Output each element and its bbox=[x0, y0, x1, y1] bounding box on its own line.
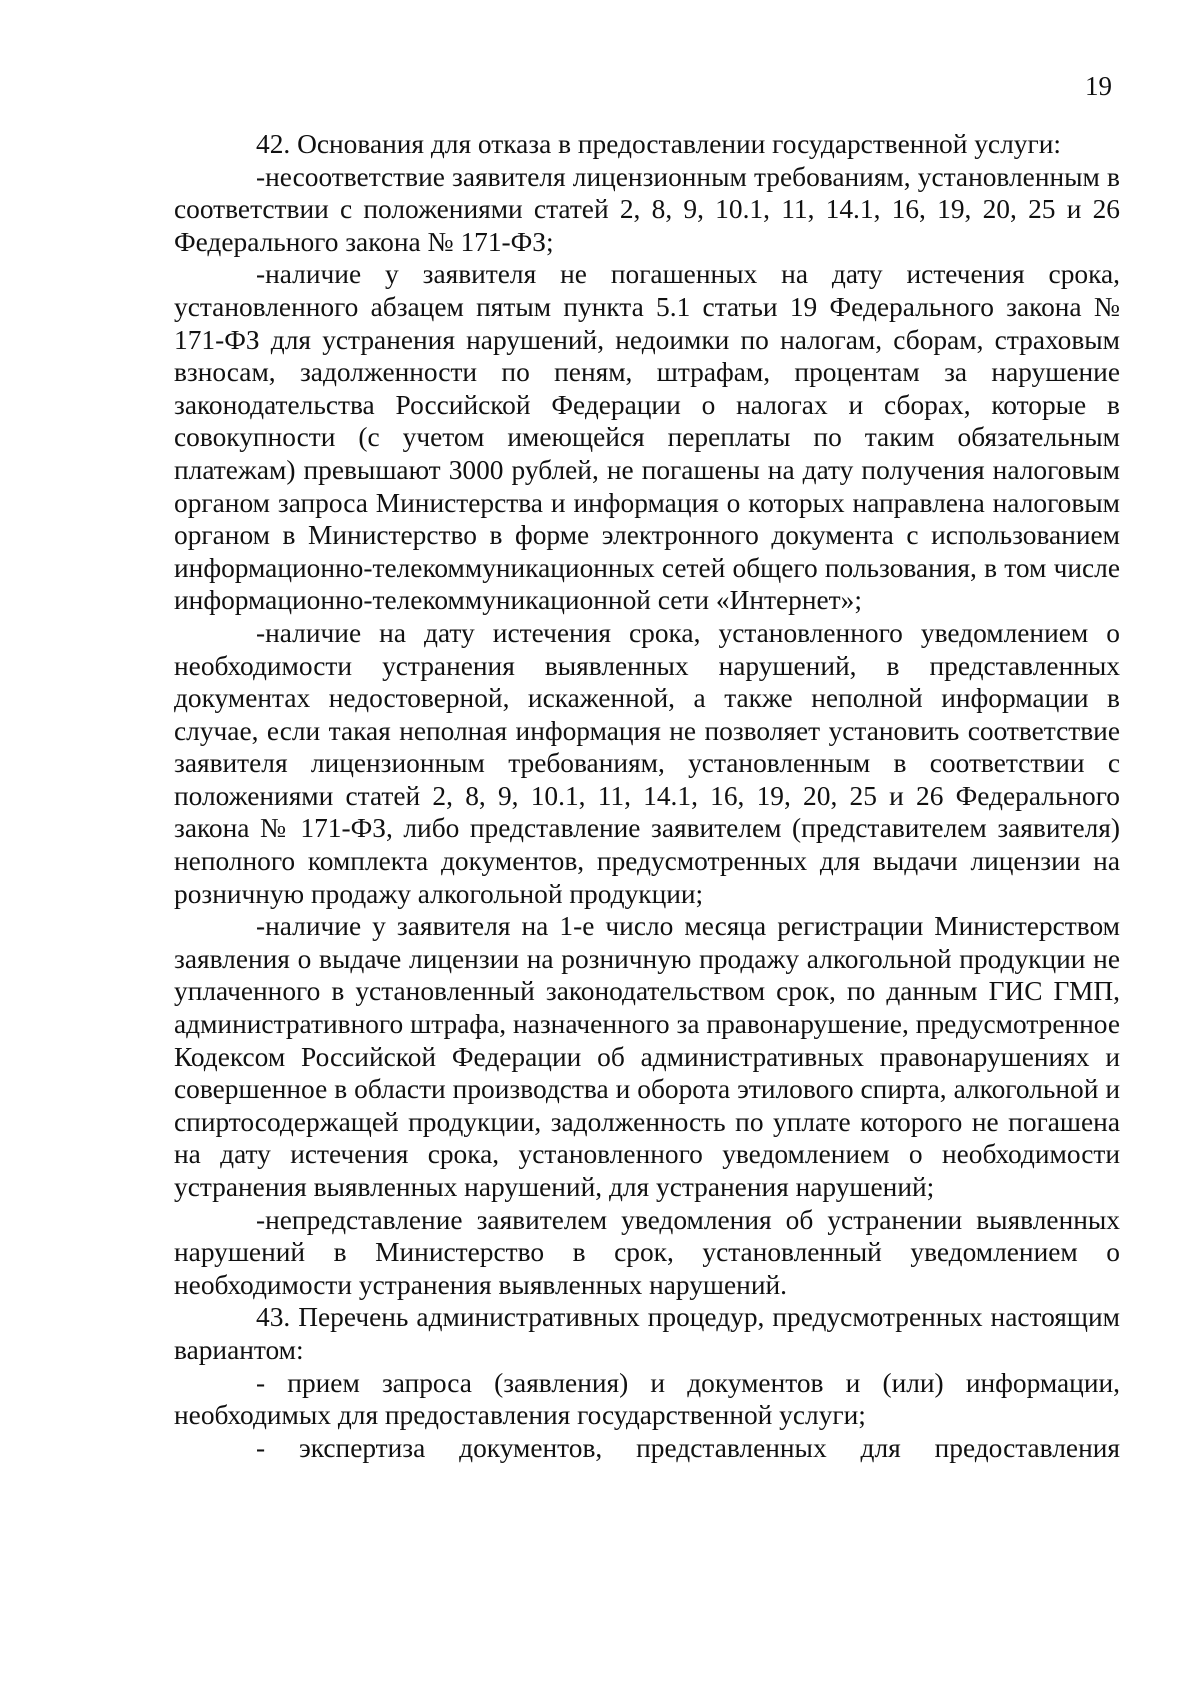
paragraph-refusal-no-notification: -непредставление заявителем уведомления об устранении выявленных нарушений в Министерство в срок, установленный уведомлением о необходимости устранения выявленных нарушений. bbox=[174, 1204, 1120, 1300]
paragraph-refusal-tax-arrears: -наличие у заявителя не погашенных на дату истечения срока, установленного абзацем пятым пункта 5.1 статьи 19 Федерального закона № 171-ФЗ для устранения нарушений, недоимки по налогам, сборам, страховым взносам, задолженности по пеням, штрафам, процентам за нарушение законодательства Российской Федерации о налогах и сборах, которые в совокупности (с учетом имеющейся переплаты по таким обязательным платежам) превышают 3000 рублей, не погашены на дату получения налоговым органом запроса Министерства и информация о которых направлена налоговым органом в Министерство в форме электронного документа с использованием информационно-телекоммуникационных сетей общего пользования, в том числе информационно-телекоммуникационной сети «Интернет»; bbox=[174, 259, 1120, 616]
paragraph-42-heading: 42. Основания для отказа в предоставлении государственной услуги: bbox=[256, 129, 1061, 159]
paragraph-procedure-document-review: - экспертиза документов, представленных для предоставления bbox=[256, 1432, 1120, 1463]
paragraph-procedure-request-intake: - прием запроса (заявления) и документов и (или) информации, необходимых для предоставления государственной услуги; bbox=[174, 1367, 1120, 1431]
page-number: 19 bbox=[1085, 71, 1112, 101]
paragraph-43-heading: 43. Перечень административных процедур, предусмотренных настоящим вариантом: bbox=[174, 1302, 1120, 1365]
document-body bbox=[174, 128, 1120, 1464]
paragraph-refusal-unpaid-fine: -наличие у заявителя на 1-е число месяца регистрации Министерством заявления о выдаче лицензии на розничную продажу алкогольной продукции не уплаченного в установленный законодательством срок, по данным ГИС ГМП, административного штрафа, назначенного за правонарушение, предусмотренное Кодексом Российской Федерации об административных правонарушениях и совершенное в области производства и оборота этилового спирта, алкогольной и спиртосодержащей продукции, задолженность по уплате которого не погашена на дату истечения срока, установленного уведомлением о необходимости устранения выявленных нарушений, для устранения нарушений; bbox=[174, 911, 1120, 1202]
paragraph-refusal-license-requirements: -несоответствие заявителя лицензионным требованиям, установленным в соответствии с положениями статей 2, 8, 9, 10.1, 11, 14.1, 16, 19, 20, 25 и 26 Федерального закона № 171-ФЗ; bbox=[174, 161, 1120, 257]
paragraph-refusal-incomplete-information: -наличие на дату истечения срока, установленного уведомлением о необходимости устранения выявленных нарушений, в представленных документах недостоверной, искаженной, а также неполной информации в случае, если такая неполная информация не позволяет установить соответствие заявителя лицензионным требованиям, установленным в соответствии с положениями статей 2, 8, 9, 10.1, 11, 14.1, 16, 19, 20, 25 и 26 Федерального закона № 171-ФЗ, либо представление заявителем (представителем заявителя) неполного комплекта документов, предусмотренных для выдачи лицензии на розничную продажу алкогольной продукции; bbox=[174, 617, 1120, 909]
